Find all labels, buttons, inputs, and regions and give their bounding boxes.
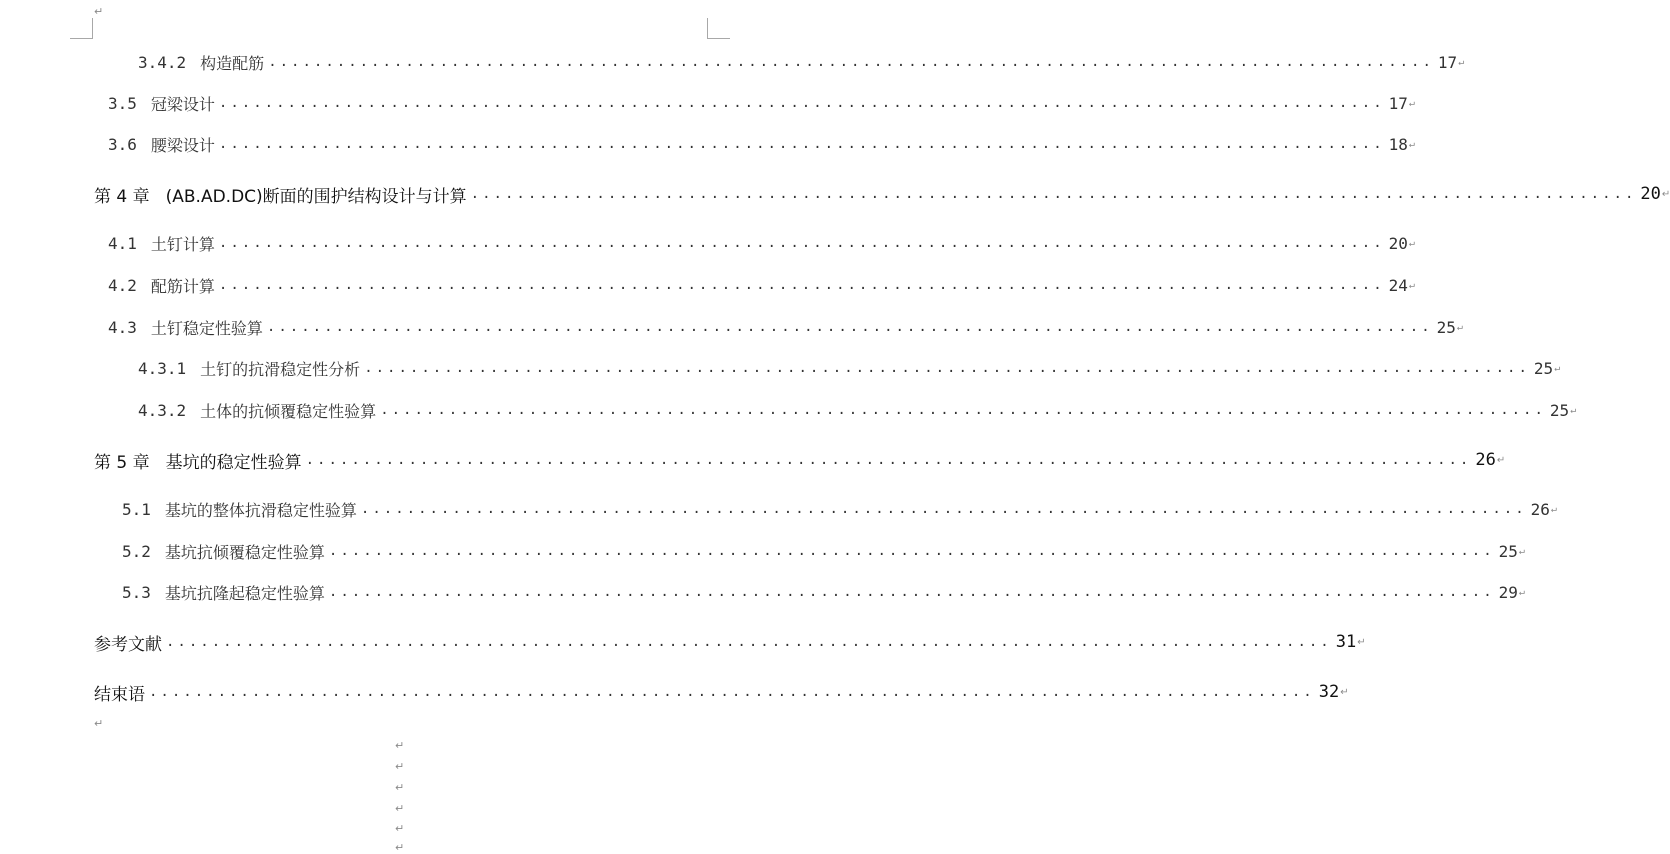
toc-leader-dots: ...................................................................................................... (266, 319, 1433, 335)
toc-entry[interactable] (138, 398, 1577, 422)
toc-page-number: 31 (1335, 632, 1357, 652)
toc-entry-title: 参考文献 (94, 634, 162, 655)
toc-chapter-entry[interactable] (94, 630, 1366, 655)
toc-entry-title: (AB.AD.DC)断面的围护结构设计与计算 (165, 186, 467, 207)
toc-page-number: 25 (1498, 541, 1518, 561)
toc-entry-number: 第 5 章 (94, 452, 150, 473)
paragraph-mark-icon: ↵ (94, 5, 104, 18)
margin-corner-top-left (70, 18, 93, 39)
toc-entry-title: 基坑的稳定性验算 (165, 452, 302, 473)
toc-entry-number: 3.4.2 (138, 52, 187, 72)
toc-entry-number: 5.1 (122, 499, 151, 519)
toc-entry-number: 5.3 (122, 582, 151, 602)
toc-entry[interactable] (108, 315, 1463, 339)
toc-leader-dots: ...................................................................................................... (218, 235, 1385, 251)
toc-entry-number: 4.1 (108, 233, 137, 253)
toc-entry-title: 基坑抗倾覆稳定性验算 (164, 542, 325, 562)
toc-leader-dots: ...................................................................................................... (268, 54, 1434, 70)
paragraph-mark-icon: ↵ (395, 822, 405, 835)
toc-chapter-entry[interactable] (94, 680, 1349, 705)
toc-page-number: 32 (1318, 682, 1340, 702)
toc-entry[interactable] (108, 91, 1415, 115)
toc-page-number: 29 (1498, 582, 1518, 602)
toc-entry[interactable] (122, 580, 1525, 604)
toc-entry[interactable] (138, 50, 1465, 74)
toc-entry-title: 腰梁设计 (150, 135, 215, 155)
toc-entry-number: 5.2 (122, 541, 151, 561)
toc-page-number: 20 (1640, 184, 1661, 204)
paragraph-mark-icon: ↵ (395, 760, 405, 773)
paragraph-mark-icon: ↵ (1550, 503, 1557, 515)
toc-leader-dots: ...................................................................................................... (218, 136, 1385, 152)
toc-page-number: 26 (1530, 499, 1550, 519)
paragraph-mark-icon: ↵ (1408, 97, 1415, 109)
toc-page-number: 17 (1388, 93, 1408, 113)
toc-entry[interactable] (108, 132, 1415, 156)
paragraph-mark-icon: ↵ (1570, 404, 1577, 416)
toc-page-number: 26 (1475, 450, 1496, 470)
toc-page-number: 25 (1549, 400, 1570, 420)
toc-page-number: 17 (1437, 52, 1458, 72)
toc-page-number: 25 (1436, 317, 1456, 337)
paragraph-mark-icon: ↵ (1456, 321, 1463, 333)
paragraph-mark-icon: ↵ (1408, 237, 1415, 249)
toc-entry-number: 3.5 (108, 93, 137, 113)
toc-leader-dots: ...................................................................................................... (328, 543, 1495, 559)
toc-entry-title: 冠梁设计 (150, 94, 215, 114)
toc-entry-title: 结束语 (94, 684, 145, 705)
toc-entry[interactable] (138, 356, 1561, 380)
paragraph-mark-icon: ↵ (395, 841, 405, 854)
paragraph-mark-icon: ↵ (1518, 586, 1525, 598)
toc-entry-number: 4.3 (108, 317, 137, 337)
toc-leader-dots: ...................................................................................................... (470, 186, 1637, 202)
paragraph-mark-icon: ↵ (1554, 362, 1561, 374)
toc-entry[interactable] (122, 539, 1525, 563)
toc-page-number: 25 (1533, 358, 1554, 378)
toc-page-number: 20 (1388, 233, 1408, 253)
toc-page-number: 18 (1388, 134, 1408, 154)
toc-leader-dots: ...................................................................................................... (360, 501, 1527, 517)
toc-leader-dots: ...................................................................................................... (218, 277, 1385, 293)
toc-entry-number: 4.3.2 (138, 400, 187, 420)
toc-entry[interactable] (122, 497, 1557, 521)
toc-leader-dots: ...................................................................................................... (364, 360, 1530, 376)
paragraph-mark-icon: ↵ (395, 802, 405, 815)
toc-entry-number: 4.3.1 (138, 358, 187, 378)
toc-entry-number: 第 4 章 (94, 186, 150, 207)
toc-entry-title: 土钉稳定性验算 (150, 318, 263, 338)
paragraph-mark-icon: ↵ (1408, 138, 1415, 150)
toc-page-number: 24 (1388, 275, 1408, 295)
paragraph-mark-icon: ↵ (1661, 188, 1670, 200)
paragraph-mark-icon: ↵ (395, 739, 405, 752)
paragraph-mark-icon: ↵ (1340, 686, 1349, 698)
toc-entry-title: 土钉计算 (150, 234, 215, 254)
margin-corner-top-right (707, 18, 730, 39)
toc-leader-dots: ...................................................................................................... (305, 452, 1472, 468)
toc-entry[interactable] (108, 273, 1415, 297)
paragraph-mark-icon: ↵ (1408, 279, 1415, 291)
toc-entry-title: 土钉的抗滑稳定性分析 (200, 359, 361, 379)
paragraph-mark-icon: ↵ (1496, 454, 1506, 466)
toc-chapter-entry[interactable] (94, 448, 1506, 473)
paragraph-mark-icon: ↵ (1458, 56, 1465, 68)
toc-leader-dots: ...................................................................................................... (328, 584, 1495, 600)
paragraph-mark-icon: ↵ (94, 717, 104, 730)
toc-entry-title: 土体的抗倾覆稳定性验算 (200, 401, 377, 421)
paragraph-mark-icon: ↵ (395, 781, 405, 794)
toc-entry[interactable] (108, 231, 1415, 255)
toc-leader-dots: ...................................................................................................... (380, 402, 1546, 418)
toc-entry-title: 配筋计算 (150, 276, 215, 296)
toc-chapter-entry[interactable] (94, 182, 1670, 207)
toc-leader-dots: ...................................................................................................... (218, 95, 1385, 111)
toc-entry-title: 构造配筋 (200, 53, 265, 73)
paragraph-mark-icon: ↵ (1357, 636, 1366, 648)
toc-leader-dots: ...................................................................................................... (166, 634, 1332, 650)
toc-entry-title: 基坑的整体抗滑稳定性验算 (164, 500, 357, 520)
toc-entry-number: 3.6 (108, 134, 137, 154)
toc-entry-title: 基坑抗隆起稳定性验算 (164, 583, 325, 603)
paragraph-mark-icon: ↵ (1518, 545, 1525, 557)
toc-entry-number: 4.2 (108, 275, 137, 295)
toc-leader-dots: ...................................................................................................... (149, 684, 1315, 700)
